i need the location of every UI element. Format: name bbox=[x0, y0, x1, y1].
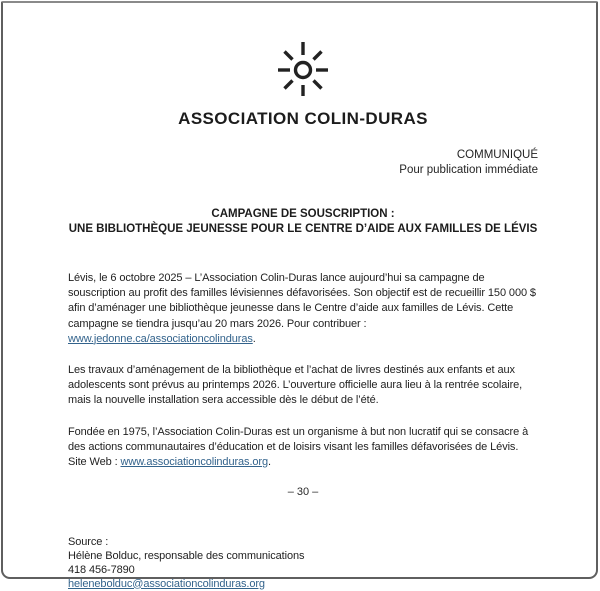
logo bbox=[68, 39, 538, 101]
source-label: Source : bbox=[68, 536, 109, 549]
press-release-page bbox=[1, 1, 598, 590]
donation-link[interactable]: www.jedonne.ca/associationcolinduras bbox=[68, 332, 253, 345]
doc-type-label: COMMUNIQUÉ bbox=[456, 149, 538, 161]
org-title: ASSOCIATION COLIN-DURAS bbox=[178, 109, 428, 128]
contact-name: Hélène Bolduc, responsable des communications bbox=[68, 550, 305, 563]
website-link[interactable]: www.associationcolinduras.org bbox=[120, 456, 269, 469]
contact-phone: 418 456-7890 bbox=[68, 563, 135, 576]
contact-email-row bbox=[68, 578, 538, 591]
paragraph-about-text: Fondée en 1975, l’Association Colin-Duras est un organisme à but non lucratif qui se consacre à des actions communautaires d’éducation et de loisirs visant les familles défavorisées de Lévis. Site Web : bbox=[68, 425, 529, 469]
headline-line1: CAMPAGNE DE SOUSCRIPTION : bbox=[211, 208, 395, 220]
source-block bbox=[68, 536, 538, 591]
sun-burst-icon bbox=[271, 39, 335, 99]
publication-note: Pour publication immédiate bbox=[399, 164, 538, 176]
headline-line2: UNE BIBLIOTHÈQUE JEUNESSE POUR LE CENTRE D’AIDE AUX FAMILLES DE LÉVIS bbox=[68, 223, 538, 235]
paragraph-lead-text: Lévis, le 6 octobre 2025 – L’Association Colin-Duras lance aujourd’hui sa campagne de souscription au profit des familles lévisiennes défavorisées. Son objectif est de recueillir 150 000 $ afin d’aménager une bibliothèque jeunesse dans le Centre d’aide aux familles de Lévis. Cette campagne se tiendra jusqu’au 20 mars 2026. Pour contribuer : bbox=[68, 272, 536, 330]
paragraph-about bbox=[68, 425, 538, 471]
paragraph-works: Les travaux d’aménagement de la bibliothèque et l’achat de livres destinés aux enfants et aux adolescents sont prévus au printemps 2026. L’ouverture officielle aura lieu à la rentrée scolaire, mais la nouvelle installation sera accessible dès le début de l’été. bbox=[68, 364, 523, 407]
email-link[interactable]: helenebolduc@associationcolinduras.org bbox=[68, 577, 265, 590]
paragraph-about-suffix: . bbox=[268, 456, 271, 469]
end-mark: – 30 – bbox=[287, 486, 319, 499]
headline bbox=[68, 207, 538, 237]
paragraph-lead-suffix: . bbox=[252, 332, 256, 345]
release-meta bbox=[68, 148, 538, 178]
paragraph-lead bbox=[68, 271, 538, 347]
body-text bbox=[68, 271, 538, 470]
